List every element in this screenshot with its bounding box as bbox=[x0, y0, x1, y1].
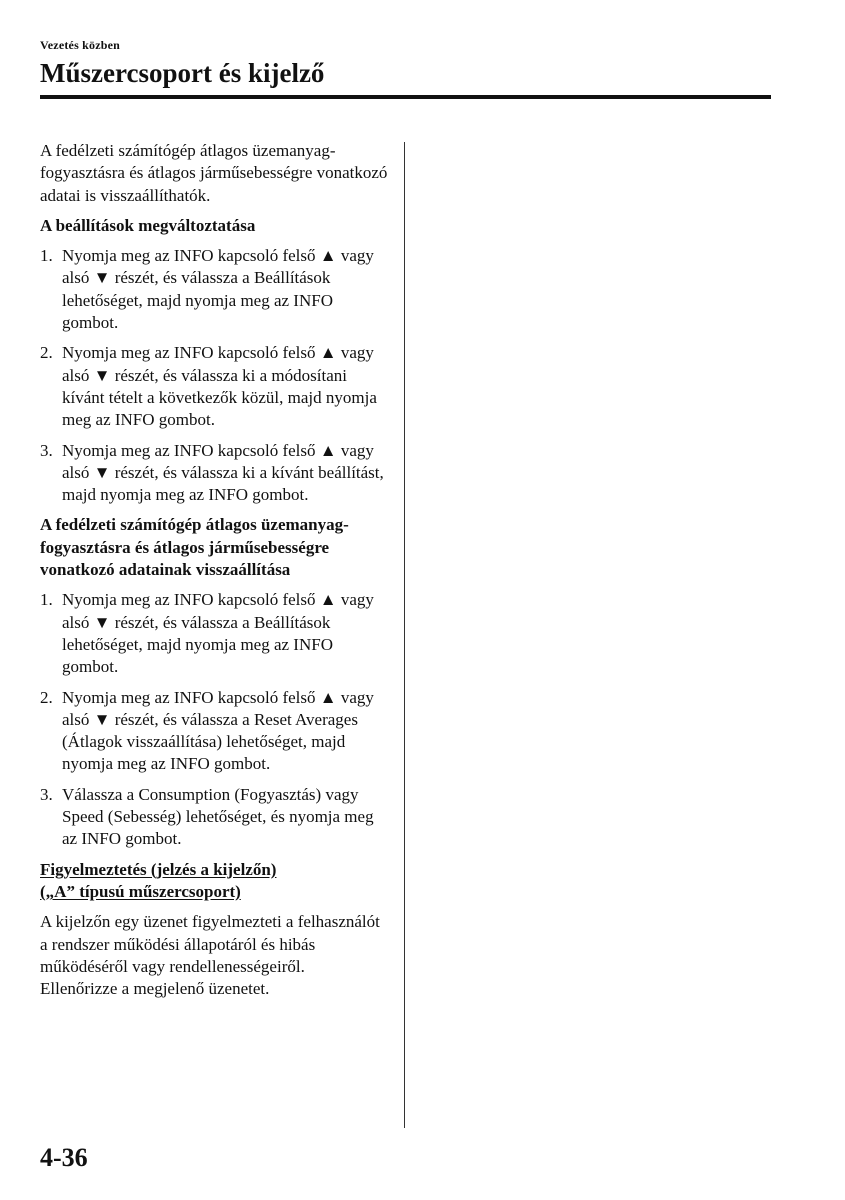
settings-steps bbox=[40, 245, 388, 506]
step-number: 1. bbox=[40, 590, 53, 610]
step-number: 3. bbox=[40, 440, 53, 460]
step-text: Nyomja meg az INFO kapcsoló felső ▲ vagy alsó ▼ részét, és válassza a Beállítások lehetőséget, majd nyomja meg az INFO gombot. bbox=[62, 246, 374, 333]
step-number: 1. bbox=[40, 246, 53, 266]
reset-heading: A fedélzeti számítógép átlagos üzemanyag-fogyasztásra és átlagos járműsebességre vonatkozó adatainak visszaállítása bbox=[40, 515, 349, 580]
step-text: Nyomja meg az INFO kapcsoló felső ▲ vagy alsó ▼ részét, és válassza ki a módosítani kívánt tételt a következők közül, majd nyomja meg az INFO gombot. bbox=[62, 343, 377, 430]
list-item bbox=[40, 342, 388, 431]
step-number: 2. bbox=[40, 343, 53, 363]
step-text: Nyomja meg az INFO kapcsoló felső ▲ vagy alsó ▼ részét, és válassza a Beállítások lehetőséget, majd nyomja meg az INFO gombot. bbox=[62, 590, 374, 677]
step-text: Válassza a Consumption (Fogyasztás) vagy Speed (Sebesség) lehetőséget, és nyomja meg az INFO gombot. bbox=[62, 784, 374, 849]
settings-heading: A beállítások megváltoztatása bbox=[40, 215, 256, 235]
page-number: 4-36 bbox=[40, 1143, 88, 1172]
step-text: Nyomja meg az INFO kapcsoló felső ▲ vagy alsó ▼ részét, és válassza ki a kívánt beállítást, majd nyomja meg az INFO gombot. bbox=[62, 440, 384, 505]
warning-note: Ellenőrizze a megjelenő üzenetet. bbox=[40, 979, 270, 999]
list-item bbox=[40, 245, 388, 334]
reset-steps bbox=[40, 589, 388, 850]
step-number: 3. bbox=[40, 784, 53, 804]
column-divider bbox=[404, 142, 405, 1128]
warning-body: A kijelzőn egy üzenet figyelmezteti a felhasználót a rendszer működési állapotáról és hibás működéséről vagy rendellenességeiről. bbox=[40, 912, 380, 976]
step-text: Nyomja meg az INFO kapcsoló felső ▲ vagy alsó ▼ részét, és válassza a Reset Averages (Átlagok visszaállítása) lehetőséget, majd nyomja meg az INFO gombot. bbox=[62, 687, 374, 774]
intro-paragraph: A fedélzeti számítógép átlagos üzemanyag-fogyasztásra és átlagos járműsebességre vonatkozó adatai is visszaállíthatók. bbox=[40, 141, 388, 205]
list-item bbox=[40, 784, 388, 851]
list-item bbox=[40, 440, 388, 507]
step-number: 2. bbox=[40, 687, 53, 707]
warning-heading-line1: Figyelmeztetés (jelzés a kijelzőn) bbox=[40, 859, 277, 879]
warning-heading-line2: („A” típusú műszercsoport) bbox=[40, 881, 241, 901]
left-column bbox=[40, 140, 388, 1000]
page-title: Műszercsoport és kijelző bbox=[40, 58, 325, 88]
section-label: Vezetés közben bbox=[40, 38, 121, 52]
list-item bbox=[40, 589, 388, 678]
title-rule bbox=[40, 95, 771, 99]
list-item bbox=[40, 687, 388, 776]
